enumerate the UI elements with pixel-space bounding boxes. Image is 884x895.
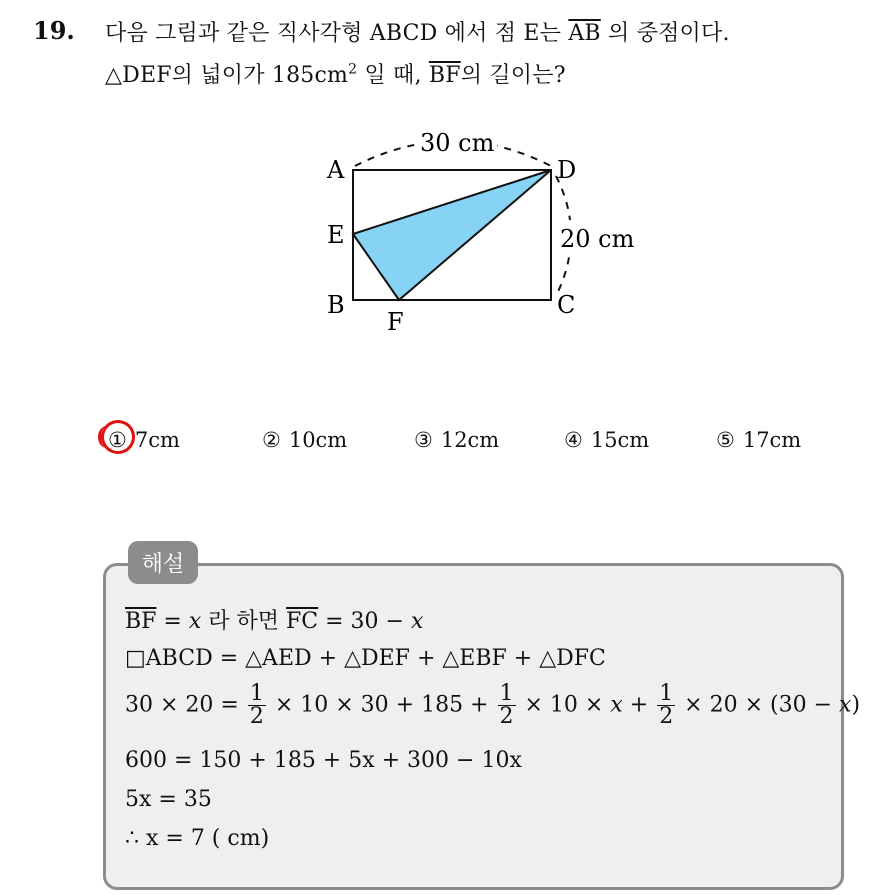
vertex-label-c: C	[557, 291, 576, 319]
solution-title: 해설	[128, 541, 198, 584]
segment-bf: $\overline{BF}$	[428, 63, 461, 88]
choice-4[interactable]: ④ 15cm	[564, 428, 650, 452]
choice-1[interactable]: ① 7cm	[108, 428, 180, 452]
question-number: 19.	[33, 16, 75, 45]
solution-line-1: $\overline{BF} = x$ 라 하면 $\overline{FC} = 30 - x$	[125, 609, 424, 634]
choice-5[interactable]: ⑤ 17cm	[716, 428, 802, 452]
geometry-figure	[310, 120, 650, 340]
choice-2[interactable]: ② 10cm	[262, 428, 348, 452]
solution-line-2: □ABCD = △AED + △DEF + △EBF + △DFC	[125, 646, 606, 671]
triangle-def	[353, 170, 551, 300]
fraction-half: $\frac{1}{2}$	[499, 681, 514, 729]
answer-choices	[0, 428, 884, 464]
solution-line-5: 5x = 35	[125, 787, 212, 812]
segment-ab: $\overline{AB}$	[568, 21, 601, 46]
question-text-line1: 다음 그림과 같은 직사각형 ABCD 에서 점 E는 $\overline{AB}$ 의 중점이다.	[105, 21, 730, 46]
height-label: 20 cm	[560, 225, 635, 253]
vertex-label-a: A	[327, 156, 345, 184]
fraction-half: $\frac{1}{2}$	[659, 681, 674, 729]
solution-line-6: ∴ x = 7 ( cm)	[125, 826, 270, 851]
solution-line-3: 30 × 20 = $\frac{1}{2}$ × 10 × 30 + 185 + $\frac{1}{2}$ × 10 × x + $\frac{1}{2}$ × 20 × (30 − x)	[125, 681, 861, 729]
width-label: 30 cm	[420, 129, 495, 157]
choice-3[interactable]: ③ 12cm	[414, 428, 500, 452]
fraction-half: $\frac{1}{2}$	[249, 681, 264, 729]
vertex-label-b: B	[327, 291, 345, 319]
vertex-label-d: D	[557, 156, 577, 184]
question-text-line2: △DEF의 넓이가 $185cm^2$ 일 때, $\overline{BF}$의 길이는?	[105, 61, 566, 88]
solution-line-4: 600 = 150 + 185 + 5x + 300 − 10x	[125, 748, 522, 773]
vertex-label-e: E	[327, 221, 345, 249]
vertex-label-f: F	[387, 308, 404, 336]
